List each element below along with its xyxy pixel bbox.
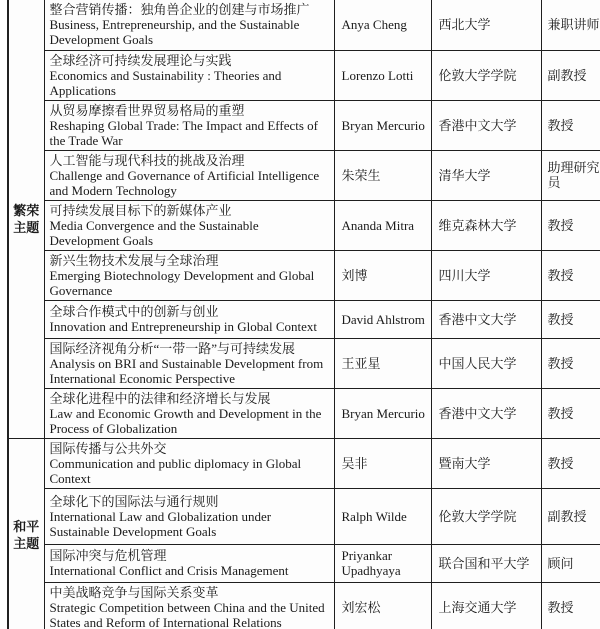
course-title-zh: 国际经济视角分析“一带一路”与可持续发展: [49, 340, 296, 356]
course-title-cell: [44, 50, 334, 100]
course-schedule-table: [7, 0, 600, 629]
theme-label-peace: 和平主题: [8, 438, 44, 629]
course-row: [8, 544, 600, 582]
course-title-cell: [44, 388, 334, 438]
position-cell: 顾问: [541, 544, 600, 582]
course-title-cell: [44, 0, 334, 50]
course-title-cell: [44, 300, 334, 338]
university-cell: 香港中文大学: [431, 300, 541, 338]
instructor-cell: Priyankar Upadhyaya: [334, 544, 431, 582]
instructor-cell: 刘博: [334, 250, 431, 300]
course-title-en: International Law and Globalization under Sustainable Development Goals: [49, 508, 272, 539]
course-title-en: Business, Entrepreneurship, and the Sustainable Development Goals: [49, 17, 300, 48]
university-cell: 上海交通大学: [431, 582, 541, 629]
course-title-cell: [44, 150, 334, 200]
position-cell: 副教授: [541, 50, 600, 100]
course-title-zh: 全球化进程中的法律和经济增长与发展: [49, 390, 271, 406]
course-row: [8, 250, 600, 300]
course-title-cell: [44, 544, 334, 582]
course-title-en: Reshaping Global Trade: The Impact and Effects of the Trade War: [49, 117, 318, 148]
course-row: [8, 100, 600, 150]
position-cell: 教授: [541, 388, 600, 438]
university-cell: 清华大学: [431, 150, 541, 200]
course-title-cell: [44, 582, 334, 629]
course-title-zh: 全球化下的国际法与通行规则: [49, 493, 219, 509]
course-row: [8, 438, 600, 488]
course-title-zh: 整合营销传播：独角兽企业的创建与市场推广: [49, 2, 310, 18]
course-title-cell: [44, 438, 334, 488]
instructor-cell: Ananda Mitra: [334, 200, 431, 250]
course-title-en: Media Convergence and the Sustainable Development Goals: [49, 217, 259, 248]
course-row: [8, 388, 600, 438]
course-title-en: Analysis on BRI and Sustainable Development from International Economic Perspective: [49, 355, 324, 386]
course-title-cell: [44, 250, 334, 300]
position-cell: 教授: [541, 300, 600, 338]
course-title-zh: 人工智能与现代科技的挑战及治理: [49, 152, 245, 168]
position-cell: 教授: [541, 250, 600, 300]
course-title-en: Economics and Sustainability : Theories and Applications: [49, 67, 282, 98]
course-title-en: Strategic Competition between China and the United States and Reform of International Relations: [49, 599, 325, 629]
course-title-en: International Conflict and Crisis Management: [49, 563, 289, 578]
position-cell: 教授: [541, 582, 600, 629]
university-cell: 香港中文大学: [431, 100, 541, 150]
course-title-zh: 可持续发展目标下的新媒体产业: [49, 202, 232, 218]
instructor-cell: 刘宏松: [334, 582, 431, 629]
course-title-zh: 全球合作模式中的创新与创业: [49, 304, 219, 319]
course-title-cell: [44, 488, 334, 544]
course-row: [8, 488, 600, 544]
course-title-zh: 从贸易摩擦看世界贸易格局的重塑: [49, 102, 245, 118]
instructor-cell: Bryan Mercurio: [334, 388, 431, 438]
instructor-cell: Lorenzo Lotti: [334, 50, 431, 100]
instructor-cell: 朱荣生: [334, 150, 431, 200]
course-title-zh: 新兴生物技术发展与全球治理: [49, 252, 219, 268]
position-cell: 教授: [541, 200, 600, 250]
instructor-cell: 吴非: [334, 438, 431, 488]
university-cell: 暨南大学: [431, 438, 541, 488]
course-row: [8, 338, 600, 388]
instructor-cell: Bryan Mercurio: [334, 100, 431, 150]
instructor-cell: David Ahlstrom: [334, 300, 431, 338]
university-cell: 四川大学: [431, 250, 541, 300]
position-cell: 教授: [541, 338, 600, 388]
position-cell: 教授: [541, 100, 600, 150]
course-title-en: Communication and public diplomacy in Global Context: [49, 455, 302, 486]
instructor-cell: Anya Cheng: [334, 0, 431, 50]
theme-label-prosperity: 繁荣主题: [8, 0, 44, 438]
course-row: [8, 50, 600, 100]
course-title-en: Emerging Biotechnology Development and Global Governance: [49, 267, 315, 298]
position-cell: 兼职讲师: [541, 0, 600, 50]
position-cell: 教授: [541, 438, 600, 488]
course-row: [8, 150, 600, 200]
course-title-zh: 全球经济可持续发展理论与实践: [49, 52, 232, 68]
course-row: [8, 200, 600, 250]
university-cell: 联合国和平大学: [431, 544, 541, 582]
course-title-cell: [44, 100, 334, 150]
instructor-cell: 王亚星: [334, 338, 431, 388]
course-title-zh: 国际冲突与危机管理: [49, 548, 167, 563]
instructor-cell: Ralph Wilde: [334, 488, 431, 544]
course-title-en: Law and Economic Growth and Development in the Process of Globalization: [49, 405, 322, 436]
course-row: [8, 300, 600, 338]
university-cell: 香港中文大学: [431, 388, 541, 438]
course-title-en: Challenge and Governance of Artificial Intelligence and Modern Technology: [49, 167, 320, 198]
position-cell: 副教授: [541, 488, 600, 544]
university-cell: 伦敦大学学院: [431, 488, 541, 544]
university-cell: 中国人民大学: [431, 338, 541, 388]
course-row: [8, 0, 600, 50]
course-title-cell: [44, 200, 334, 250]
course-title-zh: 国际传播与公共外交: [49, 440, 167, 456]
course-title-en: Innovation and Entrepreneurship in Global Context: [49, 319, 318, 334]
position-cell: 助理研究员: [541, 150, 600, 200]
university-cell: 维克森林大学: [431, 200, 541, 250]
university-cell: 伦敦大学学院: [431, 50, 541, 100]
course-title-zh: 中美战略竞争与国际关系变革: [49, 584, 219, 600]
university-cell: 西北大学: [431, 0, 541, 50]
course-row: [8, 582, 600, 629]
course-title-cell: [44, 338, 334, 388]
